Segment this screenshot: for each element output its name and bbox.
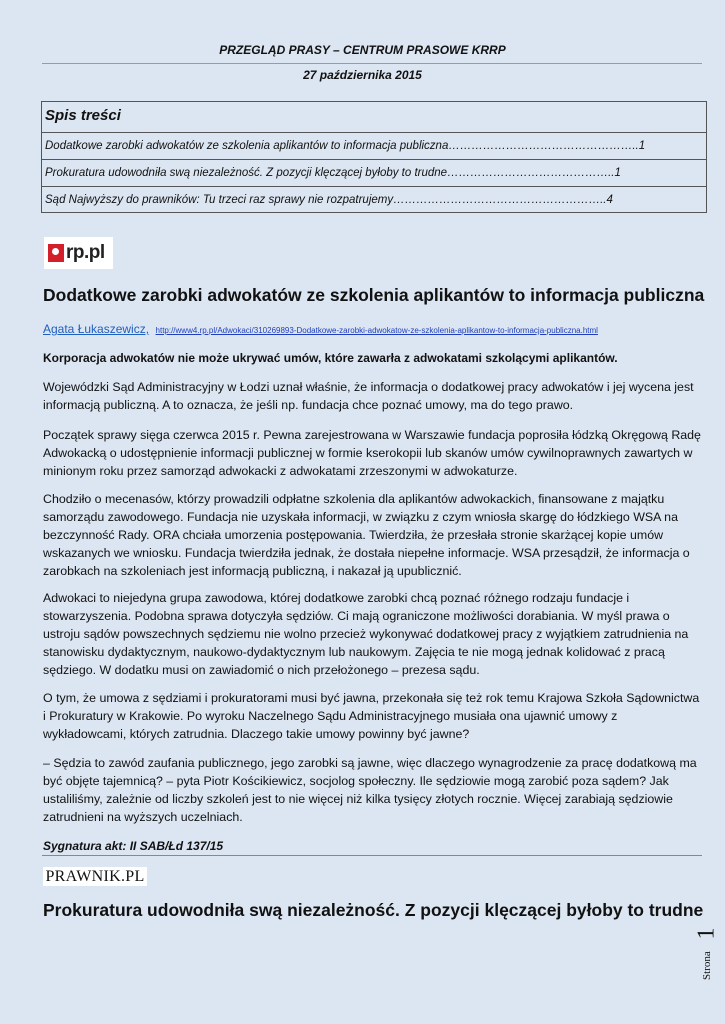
article-divider [42,855,702,856]
article-1-lead: Korporacja adwokatów nie może ukrywać umów, które zawarła z adwokatami szkolącymi aplikantów. [43,351,618,365]
article-paragraph: – Sędzia to zawód zaufania publicznego, jego zarobki są jawne, więc dlaczego wynagrodzenie za pracę dodatkową ma być objęte tajemnicą? – pyta Piotr Kościkiewicz, socjolog społeczny. Ile sędziowie mogą zarobić poza sądem? Jak ustaliliśmy, zależnie od liczby szkoleń jest to nie więcej niż kilka tysięcy złotych rocznie. Więcej zarabiają sędziowie zatrudnieni na wyższych uczelniach. [43,756,697,824]
press-review-title: PRZEGLĄD PRASY – CENTRUM PRASOWE KRRP [219,43,506,57]
article-url-link[interactable]: http://www4.rp.pl/Adwokaci/310269893-Dodatkowe-zarobki-adwokatow-ze-szkolenia-aplikantow-to-informacja-publiczna.html [155,326,598,335]
header-divider [42,63,702,64]
article-paragraph: Początek sprawy sięga czerwca 2015 r. Pewna zarejestrowana w Warszawie fundacja poprosiła łódzką Okręgową Radę Adwokacką o udostępnienie informacji publicznej w formie kserokopii lub skanów umów cywilnoprawnych zawartych w minionym roku przez samorząd adwokacki z adwokatami zrzeszonymi w adwokaturze. [43,428,701,478]
prawnik-pl-logo: PRAWNIK.PL [43,867,147,886]
toc-item[interactable]: Prokuratura udowodniła swą niezależność. Z pozycji klęczącej byłoby to trudne……………………………………..1 [42,159,706,186]
page-label: Strona [701,951,713,980]
press-review-date: 27 października 2015 [303,68,422,82]
article-paragraph: Chodziło o mecenasów, którzy prowadzili odpłatne szkolenia dla aplikantów adwokackich, finansowane z majątku samorządu zawodowego. Fundacja nie uzyskała informacji, w związku z czym wniosła skargę do łódzkiego WSA na bezczynność Rady. ORA chciała umorzenia postępowania. Twierdziła, że przesłała stronie skarżącej kopie umów wskazanych we wniosku. Fundacja twierdziła jednak, że dostała niepełne informacje. WSA przesądził, że informacja o zarobkach na szkoleniach jest informacją publiczną, i nakazał ją upublicznić. [43,492,690,578]
rp-logo-mark-icon [48,244,64,262]
toc-heading: Spis treści [45,107,121,124]
table-of-contents [41,101,707,213]
rp-logo-text: rp.pl [66,242,105,263]
author-line [43,320,598,338]
rp-pl-logo [44,237,113,269]
author-link[interactable]: Agata Łukaszewicz, [43,322,150,336]
toc-item[interactable]: Dodatkowe zarobki adwokatów ze szkolenia aplikantów to informacja publiczna…………………………………………..1 [42,132,706,159]
page-number-footer [693,920,723,980]
article-1-title: Dodatkowe zarobki adwokatów ze szkolenia aplikantów to informacja publiczna [43,285,705,305]
article-paragraph: Wojewódzki Sąd Administracyjny w Łodzi uznał właśnie, że informacja o dodatkowej pracy adwokatów i jej wycena jest informacją publiczną. A to oznacza, że jeśli np. fundacja chce poznać umowy, ma do tego prawo. [43,380,694,412]
page-number: 1 [693,927,720,940]
article-2-title: Prokuratura udowodniła swą niezależność. Z pozycji klęczącej byłoby to trudne [43,900,704,920]
toc-item[interactable]: Sąd Najwyższy do prawników: Tu trzeci raz sprawy nie rozpatrujemy………………………………………………..4 [42,186,706,213]
case-signature: Sygnatura akt: II SAB/Łd 137/15 [43,839,224,853]
article-paragraph: Adwokaci to niejedyna grupa zawodowa, której dodatkowe zarobki chcą poznać różnego rodzaju fundacje i stowarzyszenia. Podobna sprawa dotyczyła sędziów. Ci mają ograniczone możliwości dorabiania. W myśl prawa o ustroju sądów powszechnych sędziemu nie wolno przecież wykonywać dodatkowej pracy z wyjątkiem zatrudnienia na stanowisku dydaktycznym, naukowo-dydaktycznym lub naukowym. Zajęcia te nie mogą jednak kolidować z pracą sędziego. W dodatku musi on zawiadomić o nich przełożonego – prezesa sądu. [43,591,689,677]
article-paragraph: O tym, że umowa z sędziami i prokuratorami musi być jawna, przekonała się też rok temu Krajowa Szkoła Sądownictwa i Prokuratury w Krakowie. Po wyroku Naczelnego Sądu Administracyjnego musiała ona ujawnić umowy z wykładowcami, których zatrudnia. Dlaczego takie umowy powinny być jawne? [43,691,700,741]
